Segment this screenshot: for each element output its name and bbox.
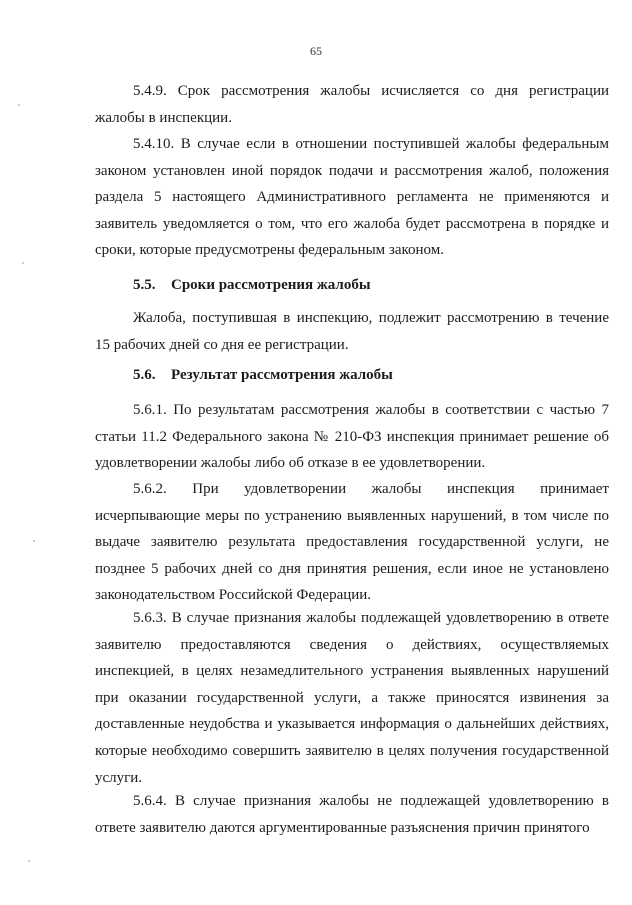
paragraph-5-6-1: 5.6.1. По результатам рассмотрения жалобы в соответствии с частью 7 статьи 11.2 Федерального закона № 210-ФЗ инспекция принимает решение об удовлетворении жалобы либо об отказе в ее удовлетворении.	[95, 402, 609, 472]
section-number: 5.5.	[133, 277, 156, 293]
scan-speck	[22, 262, 24, 264]
paragraph-5-4-9: 5.4.9. Срок рассмотрения жалобы исчисляется со дня регистрации жалобы в инспекции.	[95, 83, 609, 126]
section-title: Результат рассмотрения жалобы	[171, 367, 393, 383]
scan-speck	[33, 540, 35, 542]
paragraph-5-6-4: 5.6.4. В случае признания жалобы не подлежащей удовлетворению в ответе заявителю даются аргументированные разъяснения причин принятого	[95, 793, 609, 836]
section-heading-5-6	[133, 365, 609, 385]
page-number: 65	[310, 44, 322, 58]
scan-speck	[28, 860, 30, 862]
paragraph-5-5: Жалоба, поступившая в инспекцию, подлежит рассмотрению в течение 15 рабочих дней со дня ее регистрации.	[95, 310, 609, 353]
paragraph-5-6-3: 5.6.3. В случае признания жалобы подлежащей удовлетворению в ответе заявителю предоставляются сведения о действиях, осуществляемых инспекцией, в целях незамедлительного устранения выявленных нарушений при оказании государственной услуги, а также приносятся извинения за доставленные неудобства и указывается информация о дальнейших действиях, которые необходимо совершить заявителю в целях получения государственной услуги.	[95, 610, 609, 786]
section-number: 5.6.	[133, 367, 156, 383]
scan-speck	[18, 104, 20, 106]
section-heading-5-5	[133, 275, 609, 295]
section-title: Сроки рассмотрения жалобы	[171, 277, 371, 293]
paragraph-5-6-2: 5.6.2. При удовлетворении жалобы инспекция принимает исчерпывающие меры по устранению выявленных нарушений, в том числе по выдаче заявителю результата предоставления государственной услуги, не позднее 5 рабочих дней со дня принятия решения, если иное не установлено законодательством Российской Федерации.	[95, 481, 609, 604]
paragraph-5-4-10: 5.4.10. В случае если в отношении поступившей жалобы федеральным законом установлен иной порядок подачи и рассмотрения жалоб, положения раздела 5 настоящего Административного регламента не применяются и заявитель уведомляется о том, что его жалоба будет рассмотрена в порядке и сроки, которые предусмотрены федеральным законом.	[95, 136, 609, 259]
